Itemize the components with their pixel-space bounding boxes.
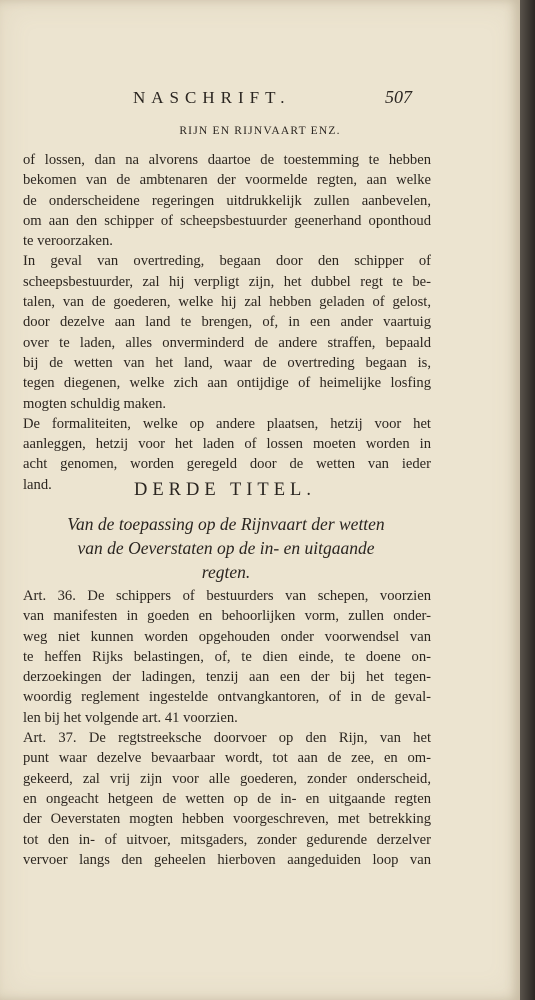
text-line: te veroorzaken. <box>23 233 113 250</box>
text-line: of lossen, dan na alvorens daartoe de toestemming te hebben <box>23 152 431 168</box>
text-line: Art. 36. De schippers of bestuurders van schepen, voorzien <box>23 588 431 604</box>
text-line: weg niet kunnen worden opgehouden onder voorwendsel van <box>23 628 431 645</box>
paragraph-art-36 <box>23 586 431 728</box>
text-line: derzoekingen der ladingen, tenzij aan een der bij het tegen- <box>23 669 431 686</box>
text-line: len bij het volgende art. 41 voorzien. <box>23 709 238 726</box>
body-text-top <box>23 150 431 495</box>
text-line: Art. 37. De regtstreeksche doorvoer op den Rijn, van het <box>23 730 431 747</box>
text-line: In geval van overtreding, begaan door den schipper of <box>23 253 431 270</box>
subtitle-line: regten. <box>201 562 251 582</box>
text-line: over te laden, alles onverminderd de andere straffen, bepaald <box>23 334 431 351</box>
text-line: punt waar dezelve bevaarbaar wordt, tot aan de zee, en om- <box>23 750 431 767</box>
text-line: bij de wetten van het land, waar de overtreding begaan is, <box>23 354 431 371</box>
section-title: DERDE TITEL. <box>134 480 316 500</box>
text-line: talen, van de goederen, welke hij zal hebben geladen of gelost, <box>23 294 431 311</box>
text-line: om aan den schipper of scheepsbestuurder geenerhand oponthoud <box>23 212 431 229</box>
page-edge <box>520 0 535 1000</box>
text-line: de onderscheidene regeringen uitdrukkelijk zullen aanbevelen, <box>23 192 431 209</box>
text-line: door dezelve aan land te brengen, of, in een ander vaartuig <box>23 314 431 331</box>
paragraph <box>23 150 431 251</box>
text-line: De formaliteiten, welke op andere plaatsen, hetzij voor het <box>23 415 431 432</box>
paragraph <box>23 251 431 413</box>
text-line: vervoer langs den geheelen hierboven aangeduiden loop van <box>23 851 431 868</box>
text-line: aanleggen, hetzij voor het laden of lossen moeten worden in <box>23 436 431 453</box>
text-line: tegen diegenen, welke zich aan ontijdige of heimelijke losfing <box>23 375 431 392</box>
page-number: 507 <box>385 87 412 107</box>
text-line: van manifesten in goeden en behoorlijken vorm, zullen onder- <box>23 608 431 625</box>
text-line: acht genomen, worden geregeld door de wetten van ieder <box>23 456 431 473</box>
section-subtitle <box>0 512 452 584</box>
text-line: mogten schuldig maken. <box>23 395 167 412</box>
page-header <box>0 88 520 112</box>
text-line: gekeerd, zal vrij zijn voor alle goederen, zonder onderscheid, <box>23 770 431 787</box>
paragraph-art-37 <box>23 728 431 870</box>
text-line: woordig reglement ingestelde ontvangkantoren, of in de geval- <box>23 689 431 706</box>
text-line: te heffen Rijks belastingen, of, te dien einde, te doene on- <box>23 648 431 665</box>
body-text-bottom <box>23 586 431 870</box>
text-line: der Oeverstaten mogten hebben voorgeschreven, met betrekking <box>23 811 431 828</box>
subtitle-line: van de Oeverstaten op de in- en uitgaande <box>77 538 375 558</box>
text-line: scheepsbestuurder, zal hij verpligt zijn, het dubbel regt te be- <box>23 273 431 290</box>
section-subhead: RIJN EN RIJNVAART ENZ. <box>179 125 341 137</box>
text-line: bekomen van de ambtenaren der voormelde regten, aan welke <box>23 172 431 189</box>
text-line: tot den in- of uitvoer, mitsgaders, zonder gedurende derzelver <box>23 831 431 848</box>
text-line: en ongeacht hetgeen de wetten op de in- en uitgaande regten <box>23 790 431 807</box>
subtitle-line: Van de toepassing op de Rijnvaart der wetten <box>67 514 385 534</box>
running-head: NASCHRIFT. <box>133 88 291 107</box>
text-line: land. <box>23 476 52 493</box>
